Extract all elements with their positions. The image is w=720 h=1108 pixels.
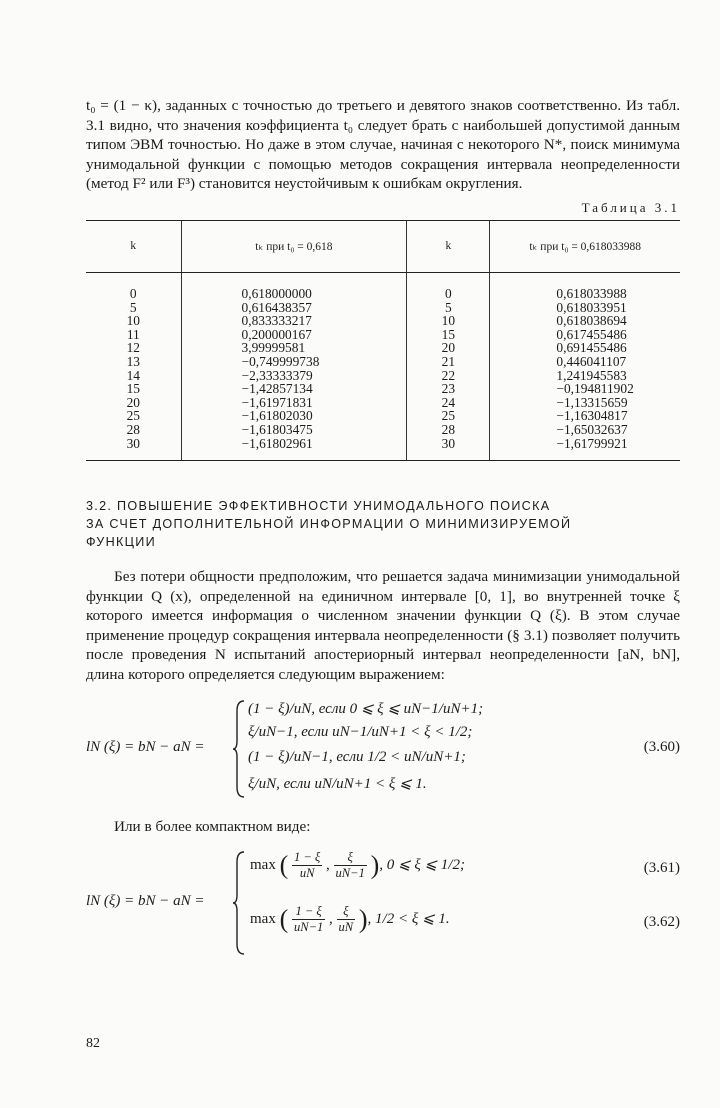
table-cell: 5 xyxy=(129,299,137,315)
table-cell: −0,749999738 xyxy=(181,355,407,369)
page-number: 82 xyxy=(86,1036,100,1051)
section-title-line-3: ФУНКЦИИ xyxy=(86,535,156,550)
compact-text: Или в более компактном виде: xyxy=(114,817,311,835)
table-cell: 14 xyxy=(126,367,140,383)
table-caption: Таблица 3.1 xyxy=(581,199,680,215)
table-cell: 28 xyxy=(407,423,490,437)
table-cell: 0,200000167 xyxy=(181,328,407,342)
table-cell: 5 xyxy=(407,301,490,315)
table-3-1 xyxy=(86,220,680,461)
table-cell: −1,13315659 xyxy=(490,396,680,410)
table-header-row xyxy=(86,220,680,272)
table-cell: 20 xyxy=(126,394,140,410)
formula-3-61-lhs: lN (ξ) = bN − aN = xyxy=(86,893,205,910)
table-cell: −1,61971831 xyxy=(181,396,407,410)
table-cell: 15 xyxy=(126,381,140,397)
header-tk-1: tₖ при t₀ = 0,618 xyxy=(181,220,407,272)
formula-3-61-case-1: max ( $\frac{1 - \xi}{uN}$ , $\frac{\xi}{uN-1}$ ), 0 ⩽ ξ ⩽ 1/2; xyxy=(250,850,465,881)
table-cell: 10 xyxy=(126,313,140,329)
brace-icon xyxy=(232,850,246,956)
table-cell: 13 xyxy=(126,353,140,369)
table-cell: −1,65032637 xyxy=(490,423,680,437)
table-cell: 0,618033951 xyxy=(490,301,680,315)
intro-paragraph: t₀ = (1 − κ), заданных с точностью до третьего и девятого знаков соответственно. Из табл. 3.1 видно, что значения коэффициента t₀ следует брать с наибольшей допустимой данным типом ЭВМ точностью. Но даже в этом случае, начиная с некоторого N*, поиск минимума унимодальной функции с помощью методов сокращения интервала неопределенности (метод F² или F³) становится неустойчивым к ошибкам округления. xyxy=(86,97,680,193)
section-title-line-2: ЗА СЧЕТ ДОПОЛНИТЕЛЬНОЙ ИНФОРМАЦИИ О МИНИМИЗИРУЕМОЙ xyxy=(86,517,572,532)
table-row xyxy=(86,272,680,300)
table-cell: 0,618033988 xyxy=(490,272,680,300)
table-cell: 0,618038694 xyxy=(490,314,680,328)
table-row xyxy=(86,382,680,396)
fraction: $\frac{1 - \xi}{uN-1}$ xyxy=(294,904,324,935)
table-cell: 20 xyxy=(407,341,490,355)
table-row xyxy=(86,369,680,383)
table-cell: −1,16304817 xyxy=(490,409,680,423)
section-title xyxy=(86,497,680,551)
equation-number-3-61: (3.61) xyxy=(643,860,680,877)
table-cell: 28 xyxy=(126,421,140,437)
table-cell: 0,691455486 xyxy=(490,341,680,355)
table-cell: 0,617455486 xyxy=(490,328,680,342)
table-cell: −0,194811902 xyxy=(490,382,680,396)
fraction: $\frac{1 - \xi}{uN}$ xyxy=(294,850,321,881)
table-row xyxy=(86,341,680,355)
section-title-line-1: 3.2. ПОВЫШЕНИЕ ЭФФЕКТИВНОСТИ УНИМОДАЛЬНОГО ПОИСКА xyxy=(86,499,551,514)
table-cell: 23 xyxy=(407,382,490,396)
formula-3-62-case-2: max ( $\frac{1 - \xi}{uN-1}$ , $\frac{\xi}{uN}$ ), 1/2 < ξ ⩽ 1. xyxy=(250,904,450,935)
table-cell: −1,61803475 xyxy=(181,423,407,437)
formula-3-60 xyxy=(86,697,680,803)
table-cell: −1,61802961 xyxy=(181,437,407,461)
table-row xyxy=(86,301,680,315)
table-cell: 0,616438357 xyxy=(181,301,407,315)
table-cell: 0,446041107 xyxy=(490,355,680,369)
header-k-2: k xyxy=(407,220,490,272)
table-cell: 0,833333217 xyxy=(181,314,407,328)
formula-3-60-lhs: lN (ξ) = bN − aN = xyxy=(86,738,205,755)
table-cell: −2,33333379 xyxy=(181,369,407,383)
header-tk-2: tₖ при t₀ = 0,618033988 xyxy=(490,220,680,272)
equation-number-3-60: (3.60) xyxy=(643,738,680,755)
table-cell: 12 xyxy=(126,340,140,356)
page-content xyxy=(86,96,680,958)
header-k-1: k xyxy=(86,220,181,272)
formula-3-60-case-2: ξ/uN−1, если uN−1/uN+1 < ξ < 1/2; xyxy=(248,723,473,740)
table-cell: 3,99999581 xyxy=(181,341,407,355)
table-row xyxy=(86,396,680,410)
table-cell: 21 xyxy=(407,355,490,369)
table-cell: 22 xyxy=(407,369,490,383)
table-row xyxy=(86,423,680,437)
table-row xyxy=(86,437,680,461)
table-cell: 30 xyxy=(86,437,181,461)
table-cell: 15 xyxy=(407,328,490,342)
table-cell: 0 xyxy=(407,272,490,300)
fraction: $\frac{\xi}{uN}$ xyxy=(338,904,354,935)
table-row xyxy=(86,314,680,328)
table-cell: 25 xyxy=(126,408,140,424)
table-row xyxy=(86,409,680,423)
table-cell: 30 xyxy=(407,437,490,461)
table-cell: 1,241945583 xyxy=(490,369,680,383)
brace-icon xyxy=(232,699,246,799)
table-cell: 24 xyxy=(407,396,490,410)
table-cell: 11 xyxy=(126,326,140,342)
table-cell: 10 xyxy=(407,314,490,328)
table-cell: 25 xyxy=(407,409,490,423)
table-cell: −1,61802030 xyxy=(181,409,407,423)
table-cell: −1,61799921 xyxy=(490,437,680,461)
table-cell: 0,618000000 xyxy=(181,272,407,300)
table-row xyxy=(86,355,680,369)
body-paragraph: Без потери общности предположим, что решается задача минимизации унимодальной функции Q (x), определенной на единичном интервале [0, 1], во внутренней точке ξ которого имеется информация о численном значении функции Q (ξ). В этом случае применение процедур сокращения интервала неопределенности (§ 3.1) позволяет получить после проведения N испытаний апостериорный интервал неопределенности [aN, bN], длина которого определяется следующим выражением: xyxy=(86,568,680,684)
formula-3-60-case-4: ξ/uN, если uN/uN+1 < ξ ⩽ 1. xyxy=(248,775,427,792)
formula-3-61 xyxy=(86,848,680,958)
formula-3-60-case-1: (1 − ξ)/uN, если 0 ⩽ ξ ⩽ uN−1/uN+1; xyxy=(248,700,484,717)
fraction: $\frac{\xi}{uN-1}$ xyxy=(335,850,365,881)
table-body xyxy=(86,272,680,460)
table-row xyxy=(86,328,680,342)
table-cell: 0 xyxy=(129,285,137,301)
equation-number-3-62: (3.62) xyxy=(643,914,680,931)
formula-3-60-case-3: (1 − ξ)/uN−1, если 1/2 < uN/uN+1; xyxy=(248,748,466,765)
table-cell: −1,42857134 xyxy=(181,382,407,396)
